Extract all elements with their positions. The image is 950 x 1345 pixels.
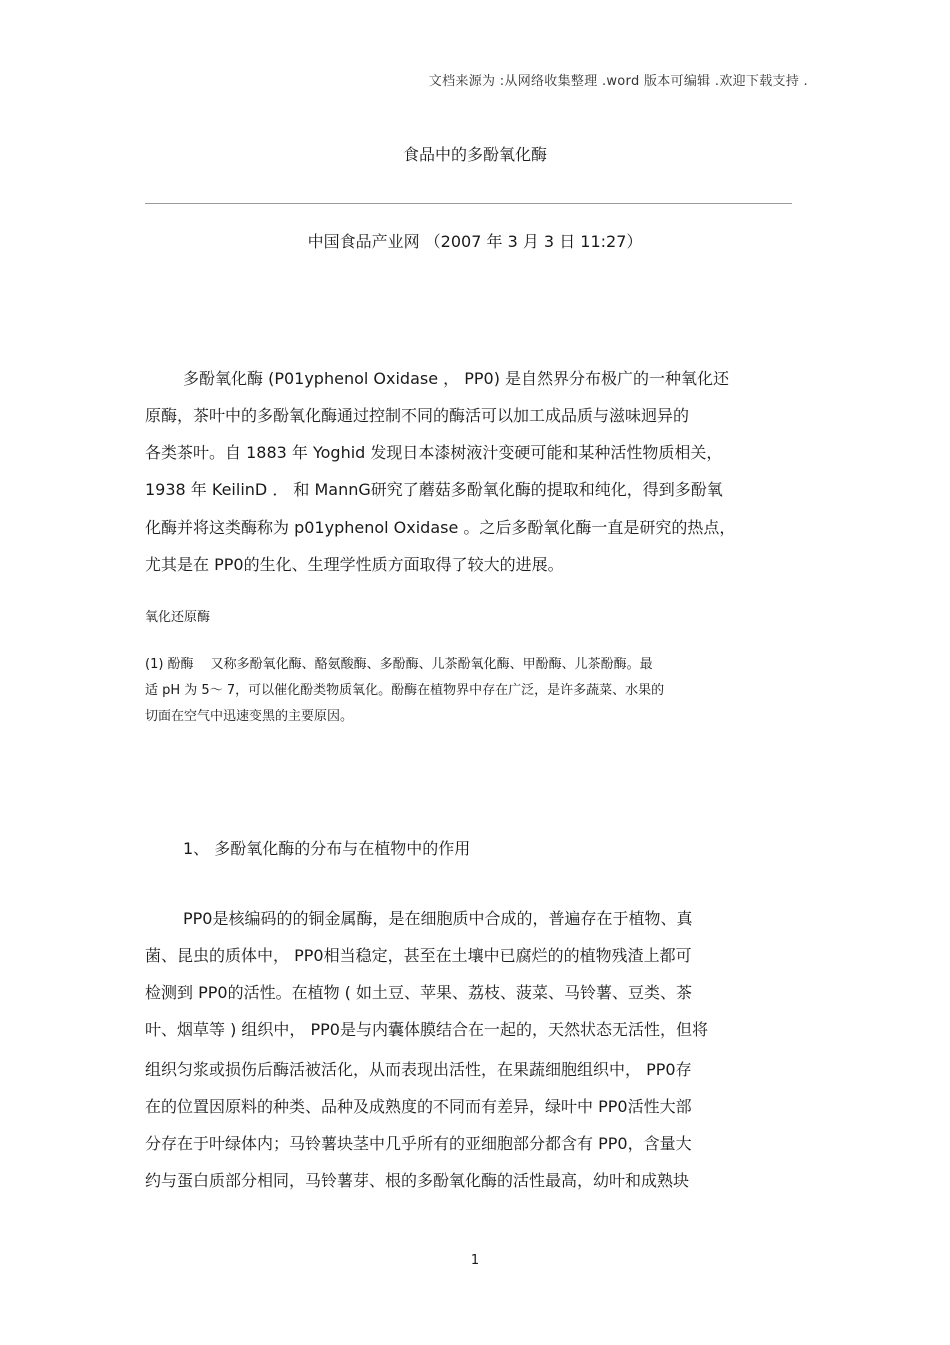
category-label: 氧化还原酶	[145, 610, 211, 625]
paragraph-line: 原酶，茶叶中的多酚氧化酶通过控制不同的酶活可以加工成品质与滋味迥异的	[145, 406, 690, 425]
paragraph-line: 化酶并将这类酶称为 p01yphenol Oxidase 。之后多酚氧化酶一直是研究的热点，	[145, 518, 736, 537]
paragraph-line: 在的位置因原料的种类、品种及成熟度的不同而有差异，绿叶中 PP0活性大部	[145, 1097, 692, 1116]
note-line: 切面在空气中迅速变黑的主要原因。	[145, 709, 354, 724]
paragraph-line: 菌、昆虫的质体中， PP0相当稳定，甚至在土壤中已腐烂的的植物残渣上都可	[145, 946, 692, 965]
note-line: (1) 酚酶 又称多酚氧化酶、酪氨酸酶、多酚酶、儿茶酚氧化酶、甲酚酶、儿茶酚酶。最	[145, 657, 653, 672]
paragraph-line: 各类茶叶。自 1883 年 Yoghid 发现日本漆树液汁变硬可能和某种活性物质相关，	[145, 443, 723, 462]
paragraph-line: PP0是核编码的的铜金属酶，是在细胞质中合成的，普遍存在于植物、真	[183, 909, 693, 928]
title-divider	[145, 203, 792, 204]
page-number: 1	[470, 1253, 480, 1268]
paragraph-line: 组织匀浆或损伤后酶活被活化，从而表现出活性，在果蔬细胞组织中， PP0存	[145, 1060, 692, 1079]
note-line: 适 pH 为 5～ 7，可以催化酚类物质氧化。酚酶在植物界中存在广泛，是许多蔬菜、水果的	[145, 683, 665, 698]
section-heading: 1、 多酚氧化酶的分布与在植物中的作用	[183, 839, 471, 858]
article-title: 食品中的多酚氧化酶	[402, 145, 547, 164]
paragraph-line: 检测到 PP0的活性。在植物 ( 如土豆、苹果、荔枝、菠菜、马铃薯、豆类、茶	[145, 983, 692, 1002]
article-byline: 中国食品产业网 （2007 年 3 月 3 日 11:27）	[307, 232, 643, 251]
paragraph-line: 1938 年 KeilinD ． 和 MannG研究了蘑菇多酚氧化酶的提取和纯化，得到多酚氧	[145, 480, 723, 499]
paragraph-line: 分存在于叶绿体内；马铃薯块茎中几乎所有的亚细胞部分都含有 PP0，含量大	[145, 1134, 692, 1153]
paragraph-line: 尤其是在 PP0的生化、生理学性质方面取得了较大的进展。	[145, 555, 564, 574]
paragraph-line: 叶、烟草等 ) 组织中， PP0是与内囊体膜结合在一起的，天然状态无活性，但将	[145, 1020, 708, 1039]
header-note: 文档来源为 :从网络收集整理 .word 版本可编辑 .欢迎下载支持 .	[428, 74, 808, 89]
paragraph-line: 约与蛋白质部分相同，马铃薯芽、根的多酚氧化酶的活性最高，幼叶和成熟块	[145, 1171, 690, 1190]
paragraph-line: 多酚氧化酶 (P01yphenol Oxidase ， PP0) 是自然界分布极广的一种氧化还	[183, 369, 730, 388]
